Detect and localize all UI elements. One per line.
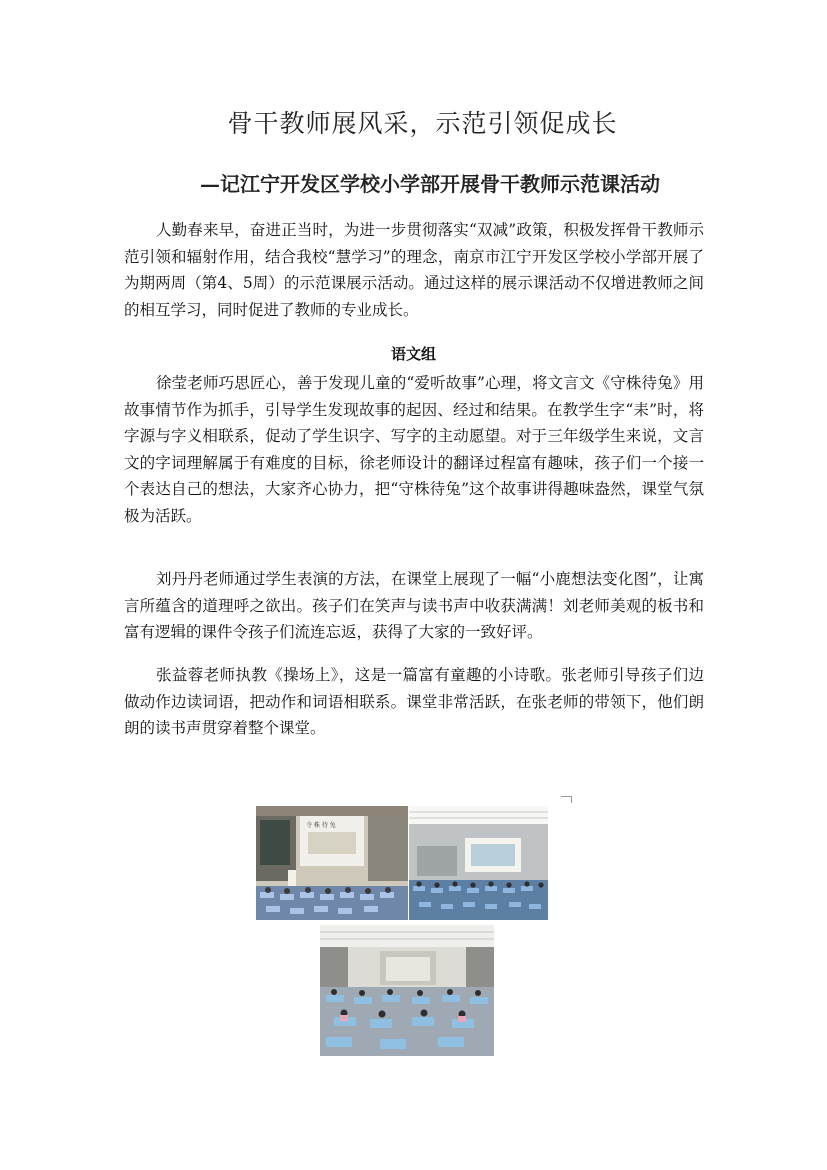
paragraph-liu: 刘丹丹老师通过学生表演的方法，在课堂上展现了一幅“小鹿想法变化图”，让寓言所蕴含的道理呼之欲出。孩子们在笑声与读书声中收获满满！刘老师美观的板书和富有逻辑的课件令孩子们流连忘返，获得了大家的一致好评。	[124, 570, 704, 641]
classroom-photo-1	[256, 806, 408, 920]
group-heading: 语文组	[390, 345, 436, 363]
classroom-photo-3	[320, 925, 494, 1056]
photo1-slide-text: 寺 株 待 兔	[306, 822, 336, 829]
paragraph-zhang: 张益蓉老师执教《操场上》，这是一篇富有童趣的小诗歌。张老师引导孩子们边做动作边读词语，把动作和词语相联系。课堂非常活跃，在张老师的带领下，他们朗朗的读书声贯穿着整个课堂。	[124, 666, 704, 737]
paragraph-xu: 徐莹老师巧思匠心，善于发现儿童的“爱听故事”心理，将文言文《守株待兔》用故事情节作为抓手，引导学生发现故事的起因、经过和结果。在教学生字“耒”时，将字源与字义相联系，促动了学生识字、写字的主动愿望。对于三年级学生来说，文言文的字词理解属于有难度的目标，徐老师设计的翻译过程富有趣味，孩子们一个接一个表达自己的想法，大家齐心协力，把“守株待兔”这个故事讲得趣味盎然，课堂气氛极为活跃。	[124, 374, 704, 525]
article-subtitle: —记江宁开发区学校小学部开展骨干教师示范课活动	[200, 172, 660, 196]
image-frame-corner	[561, 796, 572, 803]
intro-paragraph: 人勤春来早，奋进正当时，为进一步贯彻落实“双减”政策，积极发挥骨干教师示范引领和辐射作用，结合我校“慧学习”的理念，南京市江宁开发区学校小学部开展了为期两周（第4、5周）的示范课展示活动。通过这样的展示课活动不仅增进教师之间的相互学习，同时促进了教师的专业成长。	[124, 221, 704, 319]
classroom-photo-2	[409, 806, 548, 920]
article-title: 骨干教师展风采，示范引领促成长	[227, 109, 618, 138]
